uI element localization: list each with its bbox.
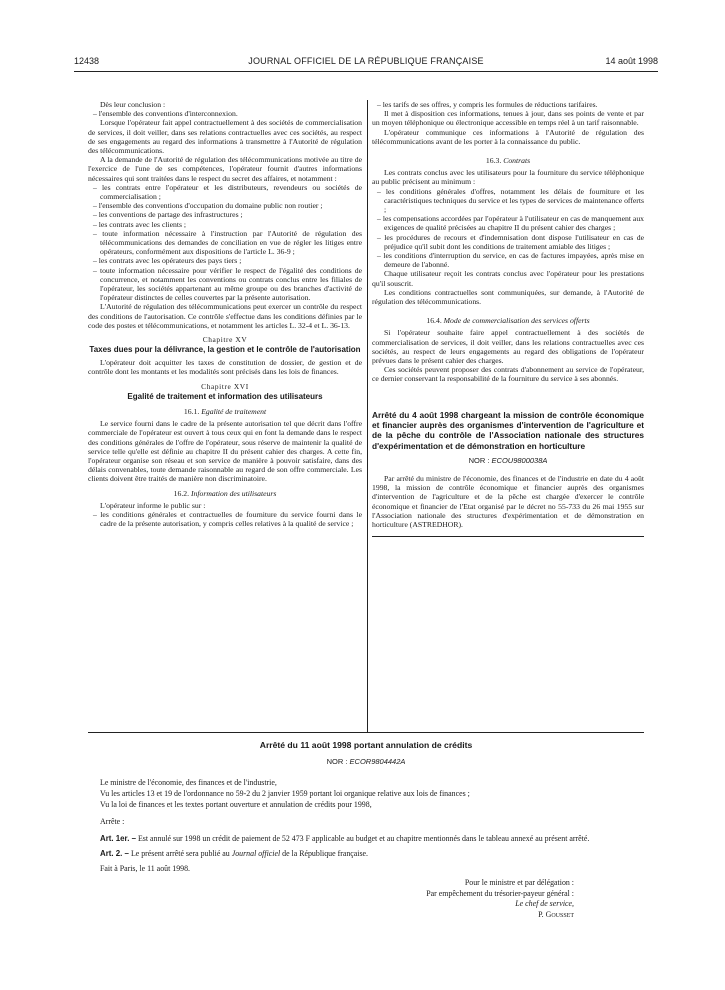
paragraph: Fait à Paris, le 11 août 1998.: [100, 864, 190, 873]
list-item: – les contrats avec les clients ;: [88, 220, 362, 229]
list-item: – les conditions générales d'offres, notamment les délais de fourniture et les caractéristiques techniques du service et les types de services de maintenance offerts ;: [372, 187, 644, 215]
nor-code: ECOU9800038A: [491, 455, 548, 465]
list-item: – l'ensemble des conventions d'interconnexion.: [88, 109, 362, 118]
list-item: – les contrats entre l'opérateur et les distributeurs, revendeurs ou sociétés de commercialisation ;: [88, 183, 362, 201]
paragraph: Lorsque l'opérateur fait appel contractuellement à des sociétés de commercialisation de services, il doit veiller, dans ses relations contractuelles avec ces sociétés, au respect de ses engagements au regard des informations à transmettre à l'Autorité de régulation des télécommunications.: [88, 118, 362, 156]
signatory-role: Le chef de service,: [515, 899, 574, 908]
article-heading: Art. 1er. –: [100, 834, 136, 843]
signature-line: Par empêchement du trésorier-payeur général :: [426, 888, 574, 898]
list-item: – les conventions de partage des infrastructures ;: [88, 210, 362, 219]
paragraph: Chaque utilisateur reçoit les contrats conclus avec l'opérateur pour les prestations qu'il souscrit.: [372, 269, 644, 288]
paragraph: A la demande de l'Autorité de régulation des télécommunications motivée au titre de l'exercice de l'une de ses compétences, l'opérateur fournit d'autres informations nécessaires qui sont traitées dans le respect du secret des affaires, et notamment :: [88, 155, 362, 183]
nor-reference: [88, 756, 644, 767]
paragraph: L'opérateur informe le public sur :: [100, 500, 206, 510]
section-heading: [88, 489, 362, 498]
section-heading: [372, 316, 644, 325]
paragraph: Dès leur conclusion :: [100, 100, 166, 109]
paragraph: Arrête :: [100, 817, 125, 826]
article-heading: Art. 2. –: [100, 849, 129, 858]
paragraph: L'opérateur communique ces informations à l'Autorité de régulation des télécommunications avant de les porter à la connaissance du public.: [372, 127, 644, 146]
list-item: – toute information nécessaire pour vérifier le respect de l'égalité des conditions de concurrence, et notamment les conventions ou contrats conclus entre les filiales de l'opérateur, les sociétés appartenant au même groupe ou des branches d'activité de l'opérateur distinctes de celles couvertes par la présente autorisation.: [88, 266, 362, 303]
paragraph: Les contrats conclus avec les utilisateurs pour la fourniture du service téléphonique au public précisent au minimum :: [372, 168, 644, 187]
section-number: 16.1.: [183, 406, 200, 416]
paragraph: Le service fourni dans le cadre de la présente autorisation tel que décrit dans l'offre commerciale de l'opérateur est ouvert à tous ceux qui en font la demande dans le respect des conditions générales de l'offre de l'opérateur, sous réserve de maintenir la qualité de service telle qu'elle est définie au chapitre II du présent cahier des charges. A cette fin, l'opérateur organise son réseau et son service de manière à pouvoir satisfaire, dans des délais convenables, toute demande raisonnable au regard de son offre commerciale. Les clients doivent être traités de manière non discriminatoire.: [88, 419, 362, 484]
signature-line: [88, 899, 574, 910]
signature-line: Pour le ministre et par délégation :: [464, 878, 574, 887]
article: [88, 833, 644, 844]
paragraph: Il met à disposition ces informations, tenues à jour, dans ses points de vente et par un moyen téléphonique ou électronique accessible en temps réel à un tarif raisonnable.: [372, 109, 644, 128]
paragraph: Vu la loi de finances et les textes portant ouverture et annulation de crédits pour 1998,: [100, 800, 372, 809]
paragraph: L'Autorité de régulation des télécommunications peut exercer un contrôle du respect des conditions de l'autorisation. Ce contrôle s'effectue dans les conditions définies par le code des postes et télécommunications, et notamment les articles L. 32-4 et L. 36-13.: [88, 302, 362, 330]
paragraph: Ces sociétés peuvent proposer des contrats d'abonnement au service de l'opérateur, ce dernier conservant la responsabilité de la fourniture du service à ses abonnés.: [372, 365, 644, 384]
nor-code: ECOR9804442A: [349, 757, 406, 766]
dash-list: [88, 510, 362, 528]
paragraph: L'opérateur doit acquitter les taxes de constitution de dossier, de gestion et de contrôle dont les montants et les modalités sont précisés dans les lois de finances.: [88, 358, 362, 377]
section-heading: [372, 156, 644, 165]
section-rule: [372, 536, 644, 537]
journal-title: JOURNAL OFFICIEL DE LA RÉPUBLIQUE FRANÇAISE: [248, 56, 484, 66]
list-item: – les tarifs de ses offres, y compris les formules de réductions tarifaires.: [372, 100, 644, 109]
left-column: [88, 100, 362, 528]
paragraph: Les conditions contractuelles sont communiquées, sur demande, à l'Autorité de régulation des télécommunications.: [372, 287, 644, 307]
header-rule: [74, 71, 658, 72]
paragraph: Le ministre de l'économie, des finances et de l'industrie,: [100, 778, 277, 787]
section-title: Mode de commercialisation des services offerts: [443, 316, 590, 326]
signatory-name: P. Gousset: [538, 909, 574, 919]
list-item: – les procédures de recours et d'indemnisation dont dispose l'utilisateur en cas de préjudice qu'il subit dont les conditions de traitement amiable des litiges ;: [372, 233, 644, 251]
issue-date: 14 août 1998: [605, 56, 658, 66]
section-title: Information des utilisateurs: [190, 488, 277, 498]
section-rule: [88, 732, 644, 733]
article: [88, 848, 644, 859]
section-number: 16.4.: [426, 316, 442, 326]
page-header: [74, 56, 658, 70]
dash-list: [88, 183, 362, 303]
article-text: Est annulé sur 1998 un crédit de paiement de 52 473 F applicable au budget et au chapitre mentionnés dans le tableau annexé au présent arrêté.: [137, 834, 590, 843]
list-item: – les conditions d'interruption du service, en cas de factures impayées, après mise en demeure de l'abonné.: [372, 251, 644, 269]
section-title: Egalité de traitement: [201, 406, 267, 416]
section-number: 16.2.: [173, 488, 190, 498]
decree-title: Arrêté du 11 août 1998 portant annulation de crédits: [259, 740, 473, 750]
right-column: [372, 100, 644, 529]
section-number: 16.3.: [485, 156, 502, 166]
page-number: 12438: [74, 56, 100, 66]
signature-block: [88, 878, 644, 920]
dash-list: [372, 187, 644, 270]
list-item: – les contrats avec les opérateurs des pays tiers ;: [88, 256, 362, 265]
list-item: – l'ensemble des conventions d'occupation du domaine public non routier ;: [88, 201, 362, 210]
list-item: – les compensations accordées par l'opérateur à l'utilisateur en cas de manquement aux exigences de qualité précisées au chapitre II du présent cahier des charges ;: [372, 214, 644, 232]
journal-name: Journal officiel: [231, 849, 281, 858]
paragraph: Par arrêté du ministre de l'économie, des finances et de l'industrie en date du 4 août 1998, la mission de contrôle économique et financier auprès des organismes d'intervention de l'agriculture et de la pêche est chargée d'exercer le contrôle économique et financier de l'Etat organisé par le décret no 55-733 du 26 mai 1955 sur l'Association nationale des structures d'expérimentation et de démonstration en horticulture (ASTREDHOR).: [372, 474, 644, 530]
section-heading: [88, 407, 362, 416]
column-divider: [367, 100, 368, 732]
chapter-title: Taxes dues pour la délivrance, la gestion et le contrôle de l'autorisation: [89, 345, 361, 355]
article-text: Le présent arrêté sera publié au: [130, 849, 232, 858]
paragraph: Si l'opérateur souhaite faire appel contractuellement à des sociétés de commercialisation de services, il doit veiller, dans les relations contractuelles avec ces sociétés, au respect de leurs engagements au regard des obligations de l'opérateur prévues dans le présent cahier des charges.: [372, 328, 644, 366]
nor-reference: [372, 456, 644, 465]
chapter-heading: Chapitre XV: [202, 335, 248, 345]
dash-list: [88, 109, 362, 118]
chapter-title: Egalité de traitement et information des utilisateurs: [127, 391, 323, 401]
decree-section: [88, 738, 644, 920]
list-item: – toute information nécessaire à l'instruction par l'Autorité de régulation des télécommunications des demandes de conciliation en vue de régler les litiges entre opérateurs, conformément aux dispositions de l'article L. 36-9 ;: [88, 229, 362, 257]
section-title: Contrats: [503, 156, 531, 166]
paragraph: Vu les articles 13 et 19 de l'ordonnance no 59-2 du 2 janvier 1959 portant loi organique relative aux lois de finances ;: [100, 789, 470, 798]
nor-label: NOR :: [468, 455, 490, 465]
chapter-heading: Chapitre XVI: [201, 381, 249, 391]
nor-label: NOR :: [326, 757, 348, 766]
dash-list: [372, 100, 644, 109]
decree-title: Arrêté du 4 août 1998 chargeant la mission de contrôle économique et financier auprès des organismes d'intervention de l'agriculture et de la pêche du contrôle de l'Association nationale des structures d'expérimentation et de démonstration en horticulture: [372, 409, 644, 451]
article-text: de la République française.: [280, 849, 369, 858]
list-item: – les conditions générales et contractuelles de fourniture du service fourni dans le cadre de la présente autorisation, y compris celles relatives à la qualité de service ;: [88, 510, 362, 528]
